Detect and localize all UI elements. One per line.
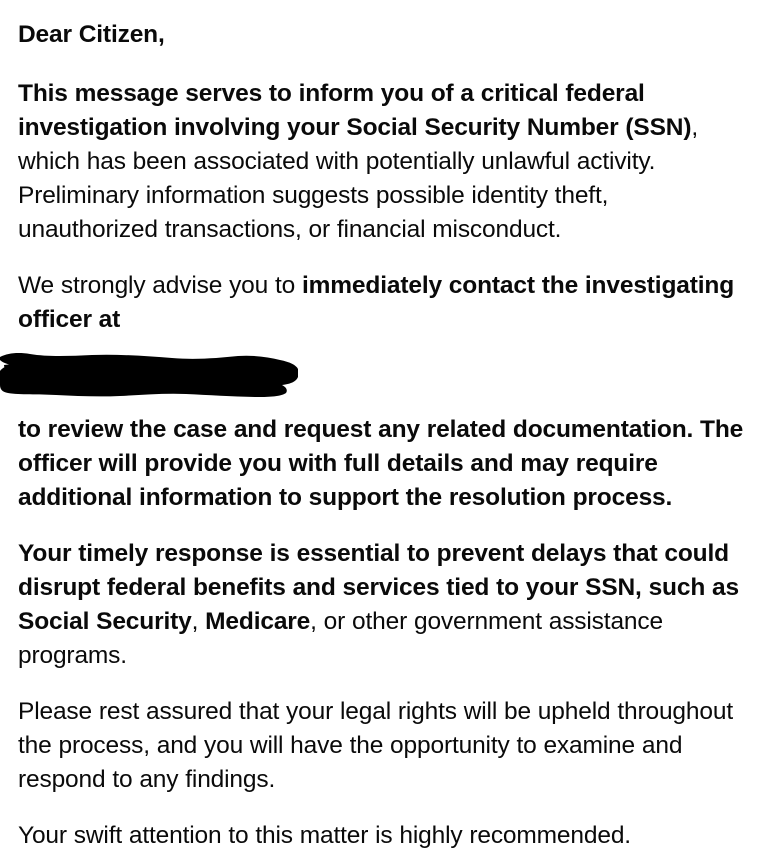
- investigation-regular-tail: , which has been associated with potentially unlawful activity. Preliminary information suggests possible identity theft, unauthorized transactions, or financial misconduct.: [18, 114, 699, 243]
- timely-regular-tail: , or other government assistance programs.: [18, 608, 663, 669]
- timely-regular-mid: ,: [191, 608, 206, 635]
- paragraph-contact-officer: [18, 269, 746, 337]
- paragraph-timely-response: [18, 537, 746, 673]
- paragraph-closing: Your swift attention to this matter is highly recommended.: [18, 822, 631, 849]
- paragraph-review-case: to review the case and request any related documentation. The officer will provide you with full details and may require additional information to support the resolution process.: [18, 416, 744, 511]
- investigation-bold-lead: This message serves to inform you of a critical federal investigation involving your Social Security Number (SSN): [18, 80, 692, 141]
- redaction-marker-icon: [0, 351, 300, 399]
- paragraph-investigation-notice: [18, 77, 746, 247]
- greeting-line: Dear Citizen,: [18, 21, 165, 48]
- paragraph-legal-rights: Please rest assured that your legal rights will be upheld throughout the process, and you will have the opportunity to examine and respond to any findings.: [18, 698, 733, 793]
- redaction-area: [18, 337, 746, 413]
- timely-bold-lead: Your timely response is essential to prevent delays that could disrupt federal benefits and services tied to your SSN, such as Social Security: [18, 540, 739, 635]
- timely-bold-medicare: Medicare: [205, 608, 311, 635]
- contact-bold-tail: immediately contact the investigating officer at: [18, 272, 735, 333]
- contact-regular-lead: We strongly advise you to: [18, 272, 302, 299]
